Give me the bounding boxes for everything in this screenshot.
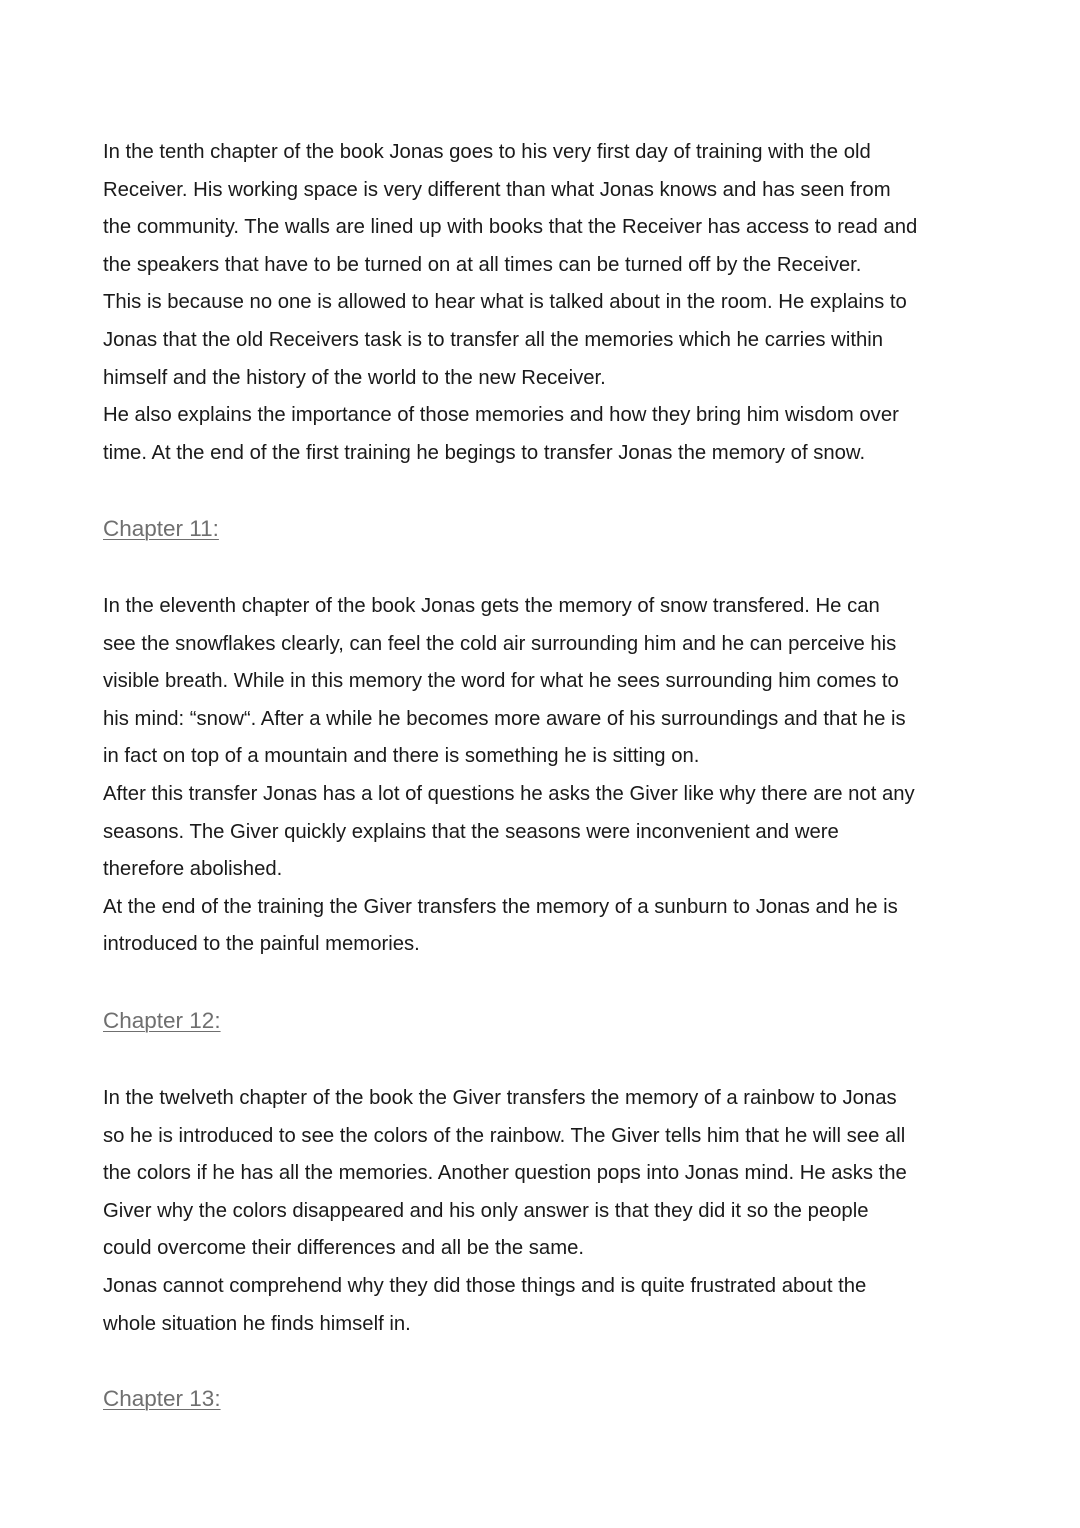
paragraph-line: Jonas that the old Receivers task is to transfer all the memories which he carries within — [103, 328, 884, 351]
paragraph-line: so he is introduced to see the colors of the rainbow. The Giver tells him that he will see all — [103, 1124, 906, 1147]
paragraph-line: At the end of the training the Giver transfers the memory of a sunburn to Jonas and he is — [103, 895, 898, 918]
chapter-12-heading: Chapter 12: — [103, 1008, 221, 1033]
chapter-11-paragraph — [103, 588, 1003, 964]
paragraph-line: the community. The walls are lined up with books that the Receiver has access to read and — [103, 216, 918, 239]
paragraph-line: therefore abolished. — [103, 858, 283, 881]
paragraph-line: Giver why the colors disappeared and his only answer is that they did it so the people — [103, 1199, 869, 1222]
chapter-12-paragraph — [103, 1080, 1003, 1343]
paragraph-line: time. At the end of the first training he begings to transfer Jonas the memory of snow. — [103, 441, 866, 464]
paragraph-line: see the snowflakes clearly, can feel the cold air surrounding him and he can perceive his — [103, 632, 897, 655]
paragraph-line: He also explains the importance of those memories and how they bring him wisdom over — [103, 404, 899, 427]
paragraph-line: the colors if he has all the memories. Another question pops into Jonas mind. He asks the — [103, 1162, 907, 1185]
paragraph-line: In the tenth chapter of the book Jonas goes to his very first day of training with the old — [103, 141, 871, 163]
paragraph-line: himself and the history of the world to the new Receiver. — [103, 366, 606, 389]
paragraph-line: In the twelveth chapter of the book the Giver transfers the memory of a rainbow to Jonas — [103, 1087, 897, 1109]
chapter-13-heading: Chapter 13: — [103, 1386, 221, 1411]
paragraph-line: After this transfer Jonas has a lot of questions he asks the Giver like why there are not any — [103, 782, 915, 805]
paragraph-line: Jonas cannot comprehend why they did those things and is quite frustrated about the — [103, 1274, 867, 1297]
paragraph-line: introduced to the painful memories. — [103, 933, 420, 956]
chapter-10-paragraph — [103, 134, 1003, 472]
paragraph-line: could overcome their differences and all be the same. — [103, 1237, 585, 1260]
paragraph-line: whole situation he finds himself in. — [103, 1312, 411, 1335]
paragraph-line: visible breath. While in this memory the word for what he sees surrounding him comes to — [103, 670, 899, 693]
chapter-11-heading: Chapter 11: — [103, 516, 219, 541]
paragraph-line: his mind: “snow“. After a while he becomes more aware of his surroundings and that he is — [103, 707, 906, 730]
paragraph-line: seasons. The Giver quickly explains that the seasons were inconvenient and were — [103, 820, 839, 843]
paragraph-line: This is because no one is allowed to hear what is talked about in the room. He explains to — [103, 291, 907, 314]
paragraph-line: in fact on top of a mountain and there is something he is sitting on. — [103, 745, 700, 768]
paragraph-line: In the eleventh chapter of the book Jonas gets the memory of snow transfered. He can — [103, 595, 880, 617]
paragraph-line: Receiver. His working space is very different than what Jonas knows and has seen from — [103, 178, 891, 201]
paragraph-line: the speakers that have to be turned on at all times can be turned off by the Receiver. — [103, 253, 862, 276]
